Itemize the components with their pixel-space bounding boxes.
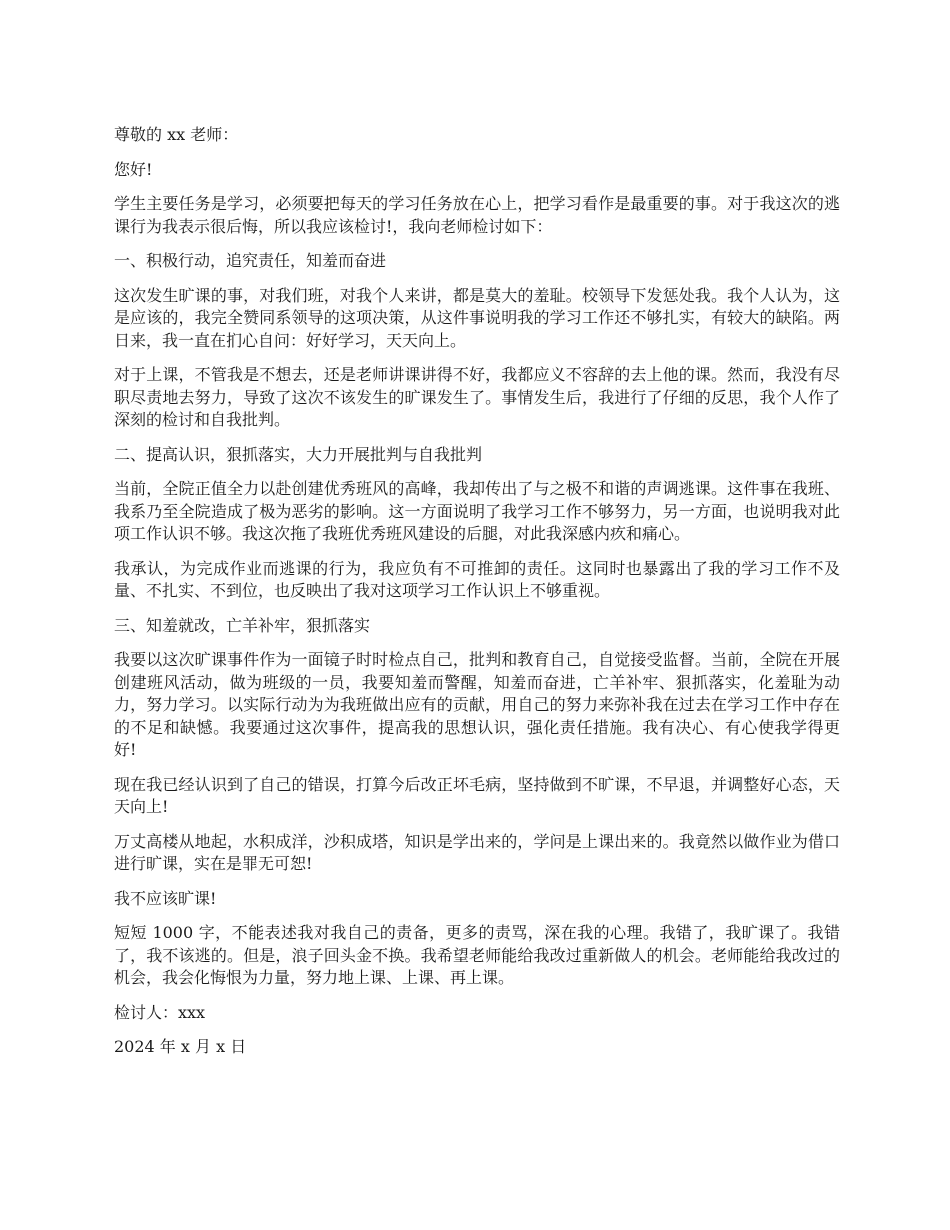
date: 2024 年 x 月 x 日 xyxy=(114,1037,247,1056)
letter-body xyxy=(114,124,840,1071)
paragraph: 万丈高楼从地起，水积成洋，沙积成塔，知识是学出来的，学问是上课出来的。我竟然以做作业为借口进行旷课，实在是罪无可恕! xyxy=(114,831,840,873)
paragraph: 这次发生旷课的事，对我们班，对我个人来讲，都是莫大的羞耻。校领导下发惩处我。我个人认为，这是应该的，我完全赞同系领导的这项决策，从这件事说明我的学习工作还不够扎实，有较大的缺陷。两日来，我一直在扪心自问：好好学习，天天向上。 xyxy=(114,285,840,350)
paragraph: 当前，全院正值全力以赴创建优秀班风的高峰，我却传出了与之极不和谐的声调逃课。这件事在我班、我系乃至全院造成了极为恶劣的影响。这一方面说明了我学习工作不够努力，另一方面，也说明我对此项工作认识不够。我这次拖了我班优秀班风建设的后腿，对此我深感内疚和痛心。 xyxy=(114,479,840,543)
section-heading-1: 一、积极行动，追究责任，知羞而奋进 xyxy=(114,251,387,270)
paragraph: 学生主要任务是学习，必须要把每天的学习任务放在心上，把学习看作是最重要的事。对于我这次的逃课行为我表示很后悔，所以我应该检讨!，我向老师检讨如下： xyxy=(114,194,840,236)
section-heading-3: 三、知羞就改，亡羊补牢，狠抓落实 xyxy=(114,615,371,635)
salutation: 尊敬的 xx 老师： xyxy=(114,125,239,144)
paragraph: 短短 1000 字，不能表述我对我自己的责备，更多的责骂，深在我的心理。我错了，我旷课了。我错了，我不该逃的。但是，浪子回头金不换。我希望老师能给我改过重新做人的机会。老师能给我改过的机会，我会化悔恨为力量，努力地上课、上课、再上课。 xyxy=(114,923,840,987)
paragraph: 我不应该旷课! xyxy=(114,888,217,908)
paragraph: 我承认，为完成作业而逃课的行为，我应负有不可推卸的责任。这同时也暴露出了我的学习工作不及量、不扎实、不到位，也反映出了我对这项学习工作认识上不够重视。 xyxy=(114,558,840,600)
section-heading-2: 二、提高认识，狠抓落实，大力开展批判与自我批判 xyxy=(114,444,483,464)
paragraph: 我要以这次旷课事件作为一面镜子时时检点自己，批判和教育自己，自觉接受监督。当前，全院在开展创建班风活动，做为班级的一员，我要知羞而警醒，知羞而奋进，亡羊补牢、狠抓落实，化羞耻为动力，努力学习。以实际行动为为我班做出应有的贡献，用自己的努力来弥补我在过去在学习工作中存在的不足和缺憾。我要通过这次事件，提高我的思想认识，强化责任措施。我有决心、有心使我学得更好! xyxy=(114,650,840,759)
signature: 检讨人：xxx xyxy=(114,1002,206,1022)
paragraph: 现在我已经认识到了自己的错误，打算今后改正坏毛病，坚持做到不旷课，不早退，并调整好心态，天天向上! xyxy=(114,774,840,816)
paragraph: 对于上课，不管我是不想去，还是老师讲课讲得不好，我都应义不容辞的去上他的课。然而，我没有尽职尽责地去努力，导致了这次不该发生的旷课发生了。事情发生后，我进行了仔细的反思，我个人作了深刻的检讨和自我批判。 xyxy=(114,365,840,429)
greeting: 您好! xyxy=(114,159,153,179)
